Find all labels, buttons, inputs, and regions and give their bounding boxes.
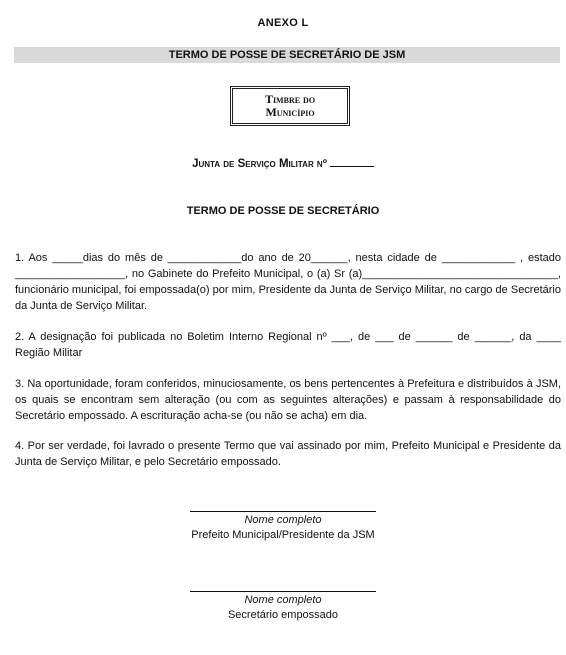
letterhead-line-2: Município: [265, 105, 315, 119]
paragraph-1: 1. Aos _____dias do mês de ____________do ano de 20______, nesta cidade de ____________ , estado __________________, no Gabinete do Prefeito Municipal, o (a) Sr (a)________________________________, funcionário municipal, foi empossada(o) por mim, Presidente da Junta de Serviço Militar, no cargo de Secretário da Junta de Serviço Militar.: [15, 252, 561, 312]
letterhead-line-1: Timbre do: [264, 92, 316, 106]
signature-line: [190, 591, 376, 592]
paragraph-2: 2. A designação foi publicada no Boletim Interno Regional nº ___, de ___ de ______ de ______, da ____ Região Militar: [15, 331, 561, 359]
section-subtitle: TERMO DE POSSE DE SECRETÁRIO: [186, 205, 380, 217]
municipal-letterhead-box: [230, 86, 350, 126]
signature-name: Nome completo: [244, 514, 322, 526]
signature-block-secretary: [0, 591, 566, 623]
signature-role: Prefeito Municipal/Presidente da JSM: [191, 529, 375, 541]
signature-role: Secretário empossado: [227, 609, 339, 621]
signature-line: [190, 511, 376, 512]
signature-name: Nome completo: [244, 594, 322, 606]
letterhead-inner-frame: [232, 88, 348, 124]
jsm-label: Junta de Serviço Militar nº: [192, 158, 327, 170]
paragraph-4: 4. Por ser verdade, foi lavrado o presente Termo que vai assinado por mim, Prefeito Municipal e Presidente da Junta de Serviço Militar, e pelo Secretário empossado.: [15, 440, 561, 468]
jsm-number-blank: [330, 157, 374, 167]
paragraph-3: 3. Na oportunidade, foram conferidos, minuciosamente, os bens pertencentes à Prefeitura e distribuídos à JSM, os quais se encontram sem alteração (ou com as seguintes alterações) e passam à responsabilidade do Secretário empossado. A escrituração acha-se (ou não se acha) em dia.: [15, 378, 561, 422]
jsm-number-line: [0, 157, 566, 170]
signature-block-mayor: [0, 511, 566, 543]
annex-title: ANEXO L: [257, 17, 309, 29]
document-title-bar: TERMO DE POSSE DE SECRETÁRIO DE JSM: [14, 47, 560, 63]
